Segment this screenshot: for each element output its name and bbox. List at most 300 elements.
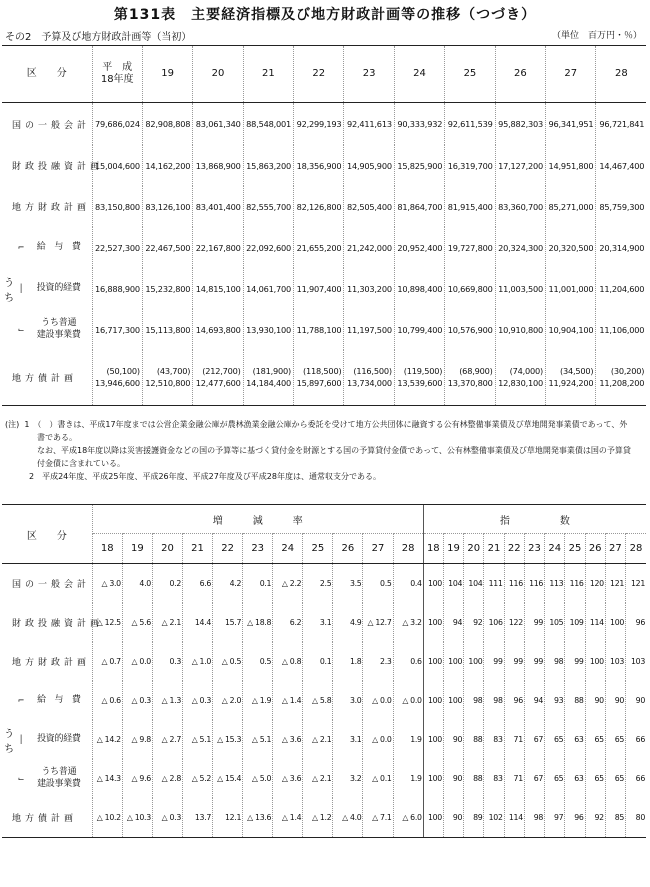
rate-cell: △ 12.7 (363, 603, 393, 642)
index-cell: 98 (464, 681, 484, 720)
index-cell: 113 (545, 564, 565, 604)
table-cell: (212,700) 12,477,600 (193, 350, 243, 406)
index-header-year: 20 (464, 534, 484, 564)
rate-cell: △ 14.2 (92, 720, 122, 759)
index-cell: 116 (504, 564, 524, 604)
table-cell: 14,693,800 (193, 309, 243, 350)
row-label-text: 投資的経費 (36, 282, 81, 293)
budget-header-year: 22 (294, 46, 344, 103)
rate-header-year: 22 (213, 534, 243, 564)
uchi-marker: う ち (4, 728, 14, 755)
table-cell: 13,930,100 (243, 309, 293, 350)
table-cell: 79,686,024 (92, 103, 142, 146)
rate-cell: △ 3.0 (92, 564, 122, 604)
index-cell: 63 (565, 720, 585, 759)
budget-header-year: 20 (193, 46, 243, 103)
rate-cell: 13.7 (182, 798, 212, 838)
row-label-text: 国の一般会計 (12, 580, 91, 590)
rate-cell: 4.9 (333, 603, 363, 642)
table-cell: 11,106,000 (596, 309, 646, 350)
table-row (2, 759, 646, 798)
index-cell: 83 (484, 759, 504, 798)
rate-cell: 0.5 (243, 642, 273, 681)
index-cell: 90 (605, 681, 625, 720)
rate-header-year: 28 (393, 534, 423, 564)
index-cell: 67 (524, 720, 544, 759)
table-row (2, 603, 646, 642)
table-cell: 83,150,800 (92, 186, 142, 227)
rate-cell: △ 2.2 (273, 564, 303, 604)
index-cell: 116 (565, 564, 585, 604)
table-cell: 81,864,700 (394, 186, 444, 227)
index-header-year: 28 (626, 534, 646, 564)
table-cell: 95,882,303 (495, 103, 545, 146)
rate-cell: 4.0 (122, 564, 152, 604)
budget-header-year: 21 (243, 46, 293, 103)
table-cell: 85,759,300 (596, 186, 646, 227)
row-label (2, 564, 92, 604)
rate-header-year: 19 (122, 534, 152, 564)
table-cell: 16,319,700 (445, 145, 495, 186)
brace-mark: │ (18, 735, 24, 744)
rate-cell: 3.1 (303, 603, 333, 642)
index-cell: 65 (605, 759, 625, 798)
table-cell: 83,401,400 (193, 186, 243, 227)
rate-cell: 1.8 (333, 642, 363, 681)
row-label-text: 財政投融資計画 (12, 162, 104, 172)
table-cell: 14,162,200 (142, 145, 192, 186)
index-header-year: 27 (605, 534, 625, 564)
table-cell: 81,915,400 (445, 186, 495, 227)
rate-cell: △ 5.0 (243, 759, 273, 798)
index-cell: 96 (504, 681, 524, 720)
table-cell: 96,341,951 (546, 103, 596, 146)
table-row (2, 564, 646, 604)
rate-header-year: 24 (273, 534, 303, 564)
brace-mark: ⌐ (17, 243, 25, 252)
index-cell: 100 (585, 642, 605, 681)
table-cell: 17,127,200 (495, 145, 545, 186)
index-cell: 88 (464, 759, 484, 798)
rate-cell: △ 13.6 (243, 798, 273, 838)
index-cell: 71 (504, 720, 524, 759)
rate-cell: 1.9 (393, 759, 423, 798)
rate-index-table-body (2, 564, 646, 838)
row-label (2, 603, 104, 642)
table-cell: 83,061,340 (193, 103, 243, 146)
rate-cell: △ 14.3 (92, 759, 122, 798)
rate-cell: △ 1.3 (152, 681, 182, 720)
rate-cell: △ 3.2 (393, 603, 423, 642)
index-cell: 105 (545, 603, 565, 642)
index-cell: 92 (464, 603, 484, 642)
table-cell: (43,700) 12,510,800 (142, 350, 192, 406)
table-cell: 15,232,800 (142, 268, 192, 309)
row-label (2, 642, 92, 681)
rate-cell: 4.2 (213, 564, 243, 604)
table-cell: 14,951,800 (546, 145, 596, 186)
index-cell: 98 (524, 798, 544, 838)
rate-cell: △ 1.4 (273, 798, 303, 838)
rate-cell: 6.2 (273, 603, 303, 642)
rate-index-header-group-row (2, 505, 646, 534)
table-cell: 20,952,400 (394, 227, 444, 268)
brace-mark: │ (18, 284, 24, 293)
row-label-text: 給 与 費 (36, 241, 81, 252)
budget-table (2, 45, 646, 406)
table-cell: (119,500) 13,539,600 (394, 350, 444, 406)
rate-cell: △ 0.0 (363, 681, 393, 720)
table-cell: 92,299,193 (294, 103, 344, 146)
index-cell: 94 (524, 681, 544, 720)
table-cell: 14,061,700 (243, 268, 293, 309)
budget-header-year: 平 成 18年度 (92, 46, 142, 103)
table-cell: 96,721,841 (596, 103, 646, 146)
rate-cell: 3.0 (333, 681, 363, 720)
row-label (2, 145, 104, 186)
rate-index-table (2, 504, 646, 838)
table-row (2, 186, 646, 227)
rate-cell: △ 2.0 (213, 681, 243, 720)
index-cell: 109 (565, 603, 585, 642)
table-cell: 11,303,200 (344, 268, 394, 309)
notes (5, 418, 645, 483)
rate-cell: △ 2.7 (152, 720, 182, 759)
table-cell: 92,411,613 (344, 103, 394, 146)
index-cell: 99 (565, 642, 585, 681)
row-label-text: 投資的経費 (37, 733, 81, 744)
index-cell: 65 (585, 720, 605, 759)
rate-header-year: 23 (243, 534, 273, 564)
budget-header-year: 24 (394, 46, 444, 103)
budget-header-year: 28 (596, 46, 646, 103)
rate-cell: △ 0.3 (152, 798, 182, 838)
row-label-text: うち普通 建設事業費 (37, 766, 81, 789)
row-label (2, 227, 92, 268)
row-label-text: 地方財政計画 (12, 658, 91, 668)
table-cell: (34,500) 11,924,200 (546, 350, 596, 406)
index-header-year: 23 (524, 534, 544, 564)
table-cell: 10,576,900 (445, 309, 495, 350)
rate-header-year: 18 (92, 534, 122, 564)
brace-mark: ⌙ (17, 774, 25, 783)
index-cell: 92 (585, 798, 605, 838)
rate-cell: △ 5.1 (182, 720, 212, 759)
rate-cell: △ 0.0 (363, 720, 393, 759)
table-cell: 85,271,000 (546, 186, 596, 227)
table-cell: 82,908,808 (142, 103, 192, 146)
table-cell: 14,905,900 (344, 145, 394, 186)
rate-cell: 0.1 (243, 564, 273, 604)
table-cell: (30,200) 11,208,200 (596, 350, 646, 406)
rate-cell: △ 9.8 (122, 720, 152, 759)
section-subtitle: その2 予算及び地方財政計画等（当初） (5, 32, 192, 43)
rate-cell: △ 5.1 (243, 720, 273, 759)
index-header-year: 21 (484, 534, 504, 564)
rate-cell: △ 1.2 (303, 798, 333, 838)
rate-cell: 3.1 (333, 720, 363, 759)
rate-header-year: 21 (182, 534, 212, 564)
rate-cell: △ 2.1 (303, 720, 333, 759)
table-cell: 10,669,800 (445, 268, 495, 309)
table-cell: 16,888,900 (92, 268, 142, 309)
rate-header-year: 25 (303, 534, 333, 564)
index-cell: 100 (443, 642, 463, 681)
table-cell: 14,815,100 (193, 268, 243, 309)
index-cell: 66 (626, 759, 646, 798)
rate-cell: △ 2.1 (303, 759, 333, 798)
index-cell: 63 (565, 759, 585, 798)
index-cell: 116 (524, 564, 544, 604)
index-cell: 99 (524, 642, 544, 681)
rate-cell: 15.7 (213, 603, 243, 642)
table-cell: 82,126,800 (294, 186, 344, 227)
rate-cell: 2.3 (363, 642, 393, 681)
index-cell: 114 (585, 603, 605, 642)
index-cell: 120 (585, 564, 605, 604)
rate-group-header: 増 減 率 (92, 505, 423, 534)
index-header-year: 18 (423, 534, 443, 564)
index-cell: 100 (464, 642, 484, 681)
index-cell: 67 (524, 759, 544, 798)
rate-cell: △ 0.1 (363, 759, 393, 798)
index-cell: 100 (423, 642, 443, 681)
rate-cell: △ 5.8 (303, 681, 333, 720)
index-cell: 99 (504, 642, 524, 681)
table-row (2, 268, 646, 309)
index-cell: 90 (443, 720, 463, 759)
rate-cell: △ 15.4 (213, 759, 243, 798)
index-cell: 100 (423, 681, 443, 720)
index-cell: 111 (484, 564, 504, 604)
table-cell: 82,555,700 (243, 186, 293, 227)
table-cell: 15,825,900 (394, 145, 444, 186)
index-cell: 89 (464, 798, 484, 838)
table-cell: (50,100) 13,946,600 (92, 350, 142, 406)
index-cell: 65 (585, 759, 605, 798)
rate-cell: 3.5 (333, 564, 363, 604)
rate-cell: 14.4 (182, 603, 212, 642)
row-label (2, 103, 92, 146)
rate-cell: 2.5 (303, 564, 333, 604)
rate-cell: △ 0.0 (122, 642, 152, 681)
index-cell: 83 (484, 720, 504, 759)
table-cell: 11,907,400 (294, 268, 344, 309)
table-cell: 20,324,300 (495, 227, 545, 268)
budget-header-year: 19 (142, 46, 192, 103)
index-cell: 100 (423, 759, 443, 798)
index-cell: 106 (484, 603, 504, 642)
rate-cell: 0.6 (393, 642, 423, 681)
rate-cell: 0.3 (152, 642, 182, 681)
rate-cell: △ 12.5 (92, 603, 122, 642)
note-line: 2 平成24年度、平成25年度、平成26年度、平成27年度及び平成28年度は、通常収支分である。 (5, 472, 381, 481)
row-label (2, 309, 92, 350)
row-label (2, 350, 92, 406)
rate-cell: △ 15.3 (213, 720, 243, 759)
table-cell: 14,467,400 (596, 145, 646, 186)
note-line: 書である。 (5, 433, 77, 442)
rate-cell: △ 0.3 (182, 681, 212, 720)
rate-cell: 0.1 (303, 642, 333, 681)
index-cell: 100 (605, 603, 625, 642)
index-cell: 80 (626, 798, 646, 838)
index-cell: 104 (464, 564, 484, 604)
index-cell: 90 (443, 798, 463, 838)
table-cell: 22,092,600 (243, 227, 293, 268)
index-cell: 65 (545, 759, 565, 798)
rate-cell: △ 7.1 (363, 798, 393, 838)
table-cell: 11,788,100 (294, 309, 344, 350)
rate-cell: △ 3.6 (273, 720, 303, 759)
rate-cell: △ 9.6 (122, 759, 152, 798)
rate-header-year: 20 (152, 534, 182, 564)
index-cell: 100 (423, 564, 443, 604)
budget-table-body (2, 103, 646, 406)
index-cell: 99 (484, 642, 504, 681)
rate-cell: 0.2 (152, 564, 182, 604)
index-cell: 88 (565, 681, 585, 720)
table-cell: 20,320,500 (546, 227, 596, 268)
index-cell: 100 (423, 720, 443, 759)
table-cell: 11,204,600 (596, 268, 646, 309)
table-cell: (118,500) 15,897,600 (294, 350, 344, 406)
table-row (2, 642, 646, 681)
rate-cell: 1.9 (393, 720, 423, 759)
rate-cell: △ 10.3 (122, 798, 152, 838)
rate-cell: 3.2 (333, 759, 363, 798)
index-cell: 65 (545, 720, 565, 759)
rate-cell: △ 1.4 (273, 681, 303, 720)
unit-label: （単位 百万円・％） (551, 31, 642, 41)
table-row (2, 681, 646, 720)
index-cell: 104 (443, 564, 463, 604)
table-cell: 11,001,000 (546, 268, 596, 309)
table-cell: 92,611,539 (445, 103, 495, 146)
table-cell: (68,900) 13,370,800 (445, 350, 495, 406)
note-line: (注) 1 （ ）書きは、平成17年度までは公営企業金融公庫が農林漁業金融公庫から委託を受けて地方公共団体に融資する公有林整備事業債及び草地開発事業債であって、外 (5, 420, 628, 429)
row-label-text: うち普通 建設事業費 (36, 317, 81, 340)
rate-cell: 0.4 (393, 564, 423, 604)
table-cell: 13,868,900 (193, 145, 243, 186)
table-row (2, 798, 646, 838)
table-cell: (181,900) 14,184,400 (243, 350, 293, 406)
index-cell: 90 (443, 759, 463, 798)
table-cell: 15,113,800 (142, 309, 192, 350)
brace-mark: ⌙ (17, 325, 25, 334)
row-label (2, 720, 92, 759)
index-cell: 121 (626, 564, 646, 604)
row-label (2, 759, 92, 798)
index-cell: 71 (504, 759, 524, 798)
index-cell: 90 (585, 681, 605, 720)
brace-mark: ⌐ (17, 696, 25, 705)
rate-header-year: 27 (363, 534, 393, 564)
table-cell: 10,898,400 (394, 268, 444, 309)
rate-cell: △ 3.6 (273, 759, 303, 798)
table-cell: 22,467,500 (142, 227, 192, 268)
index-cell: 121 (605, 564, 625, 604)
index-cell: 99 (524, 603, 544, 642)
table-row (2, 227, 646, 268)
row-label (2, 268, 92, 309)
index-group-header: 指 数 (423, 505, 646, 534)
rate-cell: △ 1.0 (182, 642, 212, 681)
table-row (2, 103, 646, 146)
rate-cell: △ 0.5 (213, 642, 243, 681)
rate-index-year-row (2, 534, 646, 564)
index-header-year: 19 (443, 534, 463, 564)
table-row (2, 350, 646, 406)
table-cell: 11,197,500 (344, 309, 394, 350)
rate-cell: 6.6 (182, 564, 212, 604)
index-header-year: 22 (504, 534, 524, 564)
rate-cell: 12.1 (213, 798, 243, 838)
rate-header-year: 26 (333, 534, 363, 564)
table-cell: 21,655,200 (294, 227, 344, 268)
index-cell: 96 (565, 798, 585, 838)
rate-cell: △ 2.1 (152, 603, 182, 642)
index-cell: 90 (626, 681, 646, 720)
uchi-marker: う ち (4, 277, 14, 304)
table-row (2, 309, 646, 350)
index-cell: 98 (484, 681, 504, 720)
rate-cell: △ 0.6 (92, 681, 122, 720)
rate-cell: △ 0.7 (92, 642, 122, 681)
rate-cell: △ 0.0 (393, 681, 423, 720)
table-cell: 16,717,300 (92, 309, 142, 350)
rate-cell: 0.5 (363, 564, 393, 604)
index-cell: 100 (423, 603, 443, 642)
budget-header-year: 27 (546, 46, 596, 103)
index-header-year: 26 (585, 534, 605, 564)
page-title: 第131表 主要経済指標及び地方財政計画等の推移（つづき） (113, 7, 537, 23)
table-cell: (116,500) 13,734,000 (344, 350, 394, 406)
table-cell: 20,314,900 (596, 227, 646, 268)
row-label-text: 地方債計画 (12, 374, 78, 384)
row-label-text: 地方財政計画 (12, 203, 91, 213)
table-cell: 83,126,100 (142, 186, 192, 227)
rate-cell: △ 5.6 (122, 603, 152, 642)
rate-cell: △ 0.3 (122, 681, 152, 720)
index-cell: 114 (504, 798, 524, 838)
table-cell: 15,004,600 (92, 145, 142, 186)
index-cell: 88 (464, 720, 484, 759)
rate-cell: △ 6.0 (393, 798, 423, 838)
index-cell: 102 (484, 798, 504, 838)
index-cell: 96 (626, 603, 646, 642)
table-cell: 22,167,800 (193, 227, 243, 268)
table-cell: 22,527,300 (92, 227, 142, 268)
rate-cell: △ 0.8 (273, 642, 303, 681)
budget-header-year: 23 (344, 46, 394, 103)
index-header-year: 24 (545, 534, 565, 564)
table-cell: 82,505,400 (344, 186, 394, 227)
index-cell: 98 (545, 642, 565, 681)
budget-header-year: 26 (495, 46, 545, 103)
table-cell: 15,863,200 (243, 145, 293, 186)
index-cell: 65 (605, 720, 625, 759)
note-line: なお、平成18年度以降は災害援護資金などの国の予算等に基づく貸付金を財源とする国の予算貸付金債であって、公有林整備事業債及び草地開発事業債は国の予算貸 (5, 446, 631, 455)
table-cell: 88,548,001 (243, 103, 293, 146)
rate-cell: △ 18.8 (243, 603, 273, 642)
table-cell: 90,333,932 (394, 103, 444, 146)
index-cell: 100 (443, 681, 463, 720)
index-header-year: 25 (565, 534, 585, 564)
table-cell: (74,000) 12,830,100 (495, 350, 545, 406)
index-cell: 66 (626, 720, 646, 759)
row-label (2, 798, 92, 838)
